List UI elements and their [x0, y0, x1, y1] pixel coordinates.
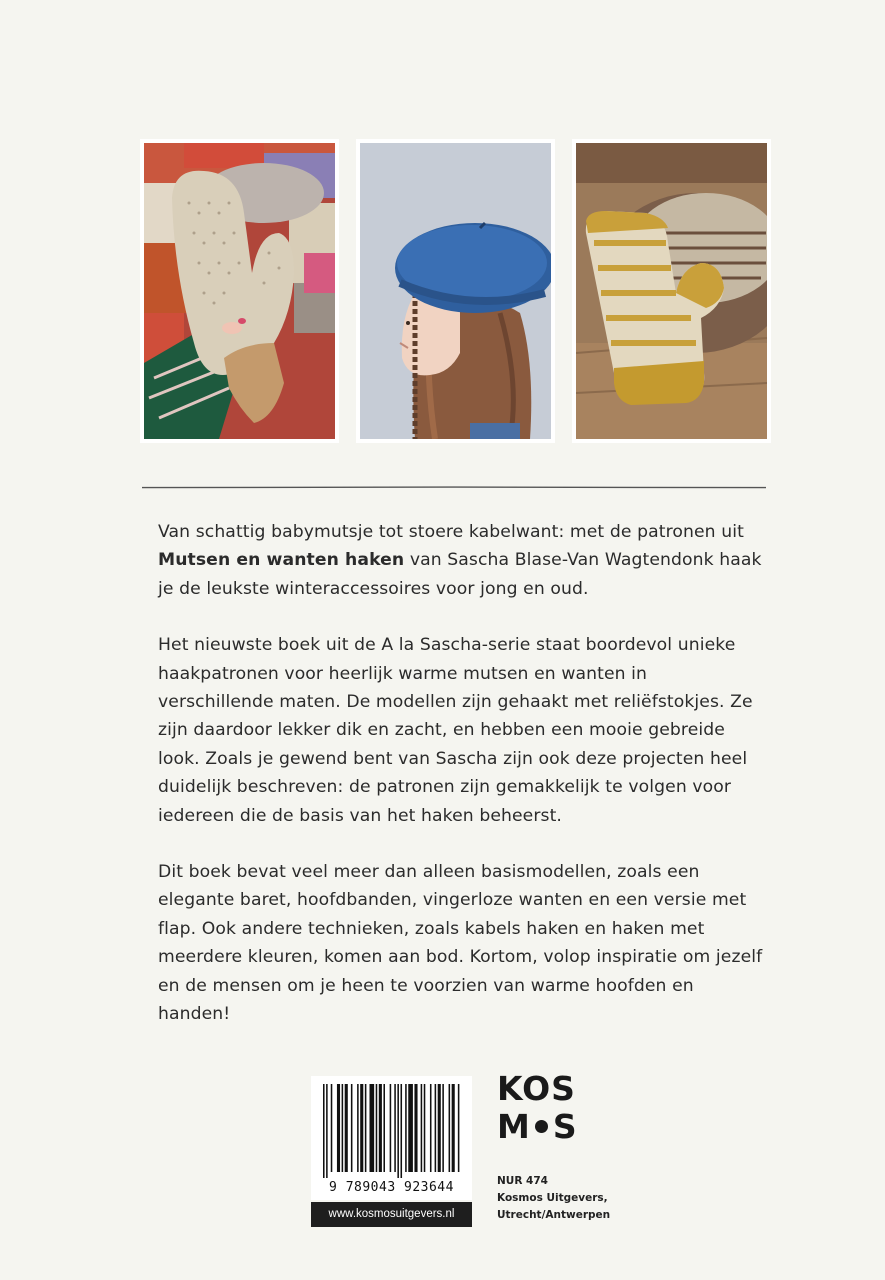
barcode-bar — [438, 1084, 441, 1172]
barcode-bar — [383, 1084, 385, 1172]
barcode-bar — [370, 1084, 375, 1172]
barcode-bar — [394, 1084, 396, 1172]
barcode-bar — [342, 1084, 344, 1172]
isbn-barcode — [311, 1076, 472, 1200]
barcode-bar — [376, 1084, 378, 1172]
publisher-url[interactable]: www.kosmosuitgevers.nl — [311, 1202, 472, 1227]
book-description — [158, 518, 768, 1057]
barcode-bar — [331, 1084, 333, 1172]
barcode-bar — [360, 1084, 363, 1172]
logo-letter-m: M — [497, 1106, 531, 1146]
logo-line-2 — [497, 1108, 587, 1144]
publisher-city: Utrecht/Antwerpen — [497, 1209, 611, 1221]
nur-code: NUR 474 — [497, 1175, 548, 1187]
section-divider — [142, 486, 766, 489]
barcode-bars — [323, 1084, 460, 1178]
photo-striped-mitten — [572, 139, 771, 443]
isbn-number: 9 789043 923644 — [329, 1180, 454, 1195]
barcode-bar — [408, 1084, 413, 1172]
logo-letter-s: S — [552, 1106, 578, 1146]
barcode-bar — [405, 1084, 407, 1172]
logo-dot-icon — [535, 1120, 548, 1133]
barcode-bar — [449, 1084, 451, 1172]
barcode-bar — [421, 1084, 423, 1172]
barcode-bar — [458, 1084, 460, 1172]
barcode-bar — [430, 1084, 432, 1172]
p1-rest-text: van Sascha Blase-Van Wagtendonk haak je de leukste winteraccessoires voor jong en oud. — [158, 550, 762, 599]
barcode-bar — [345, 1084, 348, 1172]
barcode-bar — [337, 1084, 340, 1172]
barcode-bar — [365, 1084, 367, 1172]
barcode-bar — [401, 1084, 403, 1178]
publisher-name: Kosmos Uitgevers, — [497, 1192, 608, 1204]
book-title: Mutsen en wanten haken — [158, 550, 405, 571]
logo-line-1: KOS — [497, 1069, 576, 1108]
barcode-bar — [357, 1084, 359, 1172]
barcode-bar — [442, 1084, 444, 1172]
publisher-info — [497, 1173, 697, 1224]
photo-colorwork-mitten — [140, 139, 339, 443]
description-paragraph-1 — [158, 518, 768, 603]
kosmos-logo — [497, 1069, 587, 1146]
p1-intro-text: Van schattig babymutsje tot stoere kabelwant: met de patronen uit — [158, 522, 744, 542]
barcode-bar — [414, 1084, 417, 1172]
barcode-bar — [424, 1084, 426, 1172]
barcode-bar — [379, 1084, 382, 1172]
barcode-bar — [326, 1084, 328, 1178]
description-paragraph-2: Het nieuwste boek uit de A la Sascha-serie staat boordevol unieke haakpatronen voor heerlijk warme mutsen en wanten in verschillende maten. De modellen zijn gehaakt met reliëfstokjes. Ze zijn daardoor lekker dik en zacht, en hebben een mooie gebreide look. Zoals je gewend bent van Sascha zijn ook deze projecten heel duidelijk beschreven: de patronen zijn gemakkelijk te volgen voor iedereen die de basis van het haken beheerst. — [158, 635, 753, 826]
barcode-bar — [435, 1084, 437, 1172]
barcode-bar — [452, 1084, 455, 1172]
barcode-bar — [397, 1084, 399, 1178]
barcode-bar — [390, 1084, 392, 1172]
description-paragraph-3: Dit boek bevat veel meer dan alleen basismodellen, zoals een elegante baret, hoofdbanden, vingerloze wanten en een versie met flap. Ook andere technieken, zoals kabels haken en haken met meerdere kleuren, komen aan bod. Kortom, volop inspiratie om jezelf en de mensen om je heen te voorzien van warme hoofden en handen! — [158, 862, 763, 1025]
barcode-bar — [323, 1084, 325, 1178]
barcode-bar — [351, 1084, 353, 1172]
photo-blue-beret — [356, 139, 555, 443]
